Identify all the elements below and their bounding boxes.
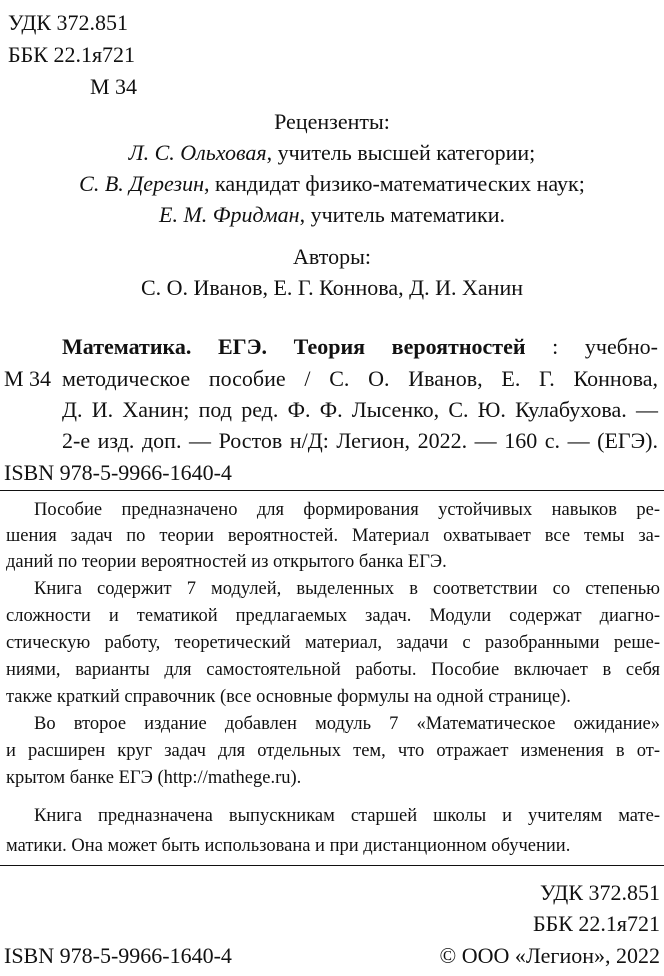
book-title: Математика. ЕГЭ. Теория вероятностей [62, 334, 526, 359]
divider-top [0, 490, 664, 491]
authors-names: С. О. Иванов, Е. Г. Коннова, Д. И. Ханин [140, 275, 523, 300]
reviewer-name: С. В. Дерезин [79, 171, 205, 196]
reviewer-desc: , учитель математики. [299, 202, 505, 227]
bbk-code: ББК 22.1я721 [8, 42, 136, 67]
annotation-line: ниями, варианты для самостоятельной работы. Пособие включает в себя [6, 660, 660, 680]
reviewer-line [0, 142, 664, 164]
footer-udk: УДК 372.851 [539, 880, 660, 905]
footer-copyright: © ООО «Легион», 2022 [439, 943, 660, 968]
reviewer-line [0, 204, 664, 226]
bib-line-4: 2-е изд. доп. — Ростов н/Д: Легион, 2022. — 160 с. — (ЕГЭ). [62, 428, 658, 453]
divider-bottom [0, 865, 664, 866]
reviewer-desc: , учитель высшей категории; [266, 140, 536, 165]
footer-isbn: ISBN 978-5-9966-1640-4 [4, 943, 232, 968]
annotation-line: крытом банке ЕГЭ (http://mathege.ru). [6, 768, 302, 788]
reviewer-name: Е. М. Фридман [159, 202, 300, 227]
authors-heading: Авторы: [293, 244, 371, 269]
annotation-line: Пособие предназначено для формирования устойчивых навыков ре- [34, 500, 660, 520]
annotation-line: и расширен круг задач для отдельных тем, что отражает изменения в от- [6, 741, 660, 761]
annotation-line: матики. Она может быть использована и при дистанционном обучении. [6, 836, 571, 856]
reviewer-desc: , кандидат физико-математических наук; [204, 171, 585, 196]
reviewers-heading: Рецензенты: [274, 109, 390, 134]
bib-line-1-rest: : учебно- [552, 334, 658, 359]
annotation-line: Во второе издание добавлен модуль 7 «Математическое ожидание» [34, 714, 660, 734]
footer-bbk: ББК 22.1я721 [532, 911, 660, 936]
udk-code: УДК 372.851 [8, 10, 129, 35]
bib-mark: М 34 [4, 366, 52, 391]
annotation-line: Книга содержит 7 модулей, выделенных в соответствии со степенью [34, 579, 660, 599]
reviewer-line [0, 173, 664, 195]
annotation-line: также краткий справочник (все основные формулы на одной странице). [6, 687, 571, 707]
bib-line-3: Д. И. Ханин; под ред. Ф. Ф. Лысенко, С. Ю. Кулабухова. — [62, 397, 658, 422]
annotation-line: шения задач по теории вероятностей. Материал охватывает все темы за- [6, 526, 660, 546]
bib-line-1 [62, 336, 658, 358]
reviewer-name: Л. С. Ольховая [128, 140, 267, 165]
annotation-line: сложности и тематикой предлагаемых задач. Модули содержат диагно- [6, 606, 660, 626]
isbn-top: ISBN 978-5-9966-1640-4 [4, 460, 232, 485]
annotation-line: даний по теории вероятностей из открытого банка ЕГЭ. [6, 552, 447, 572]
annotation-line: Книга предназначена выпускникам старшей школы и учителям мате- [34, 806, 660, 826]
annotation-line: стическую работу, теоретический материал, задачи с разобранными реше- [6, 633, 660, 653]
bib-line-2: методическое пособие / С. О. Иванов, Е. Г. Коннова, [62, 366, 658, 391]
author-mark: М 34 [90, 74, 138, 99]
